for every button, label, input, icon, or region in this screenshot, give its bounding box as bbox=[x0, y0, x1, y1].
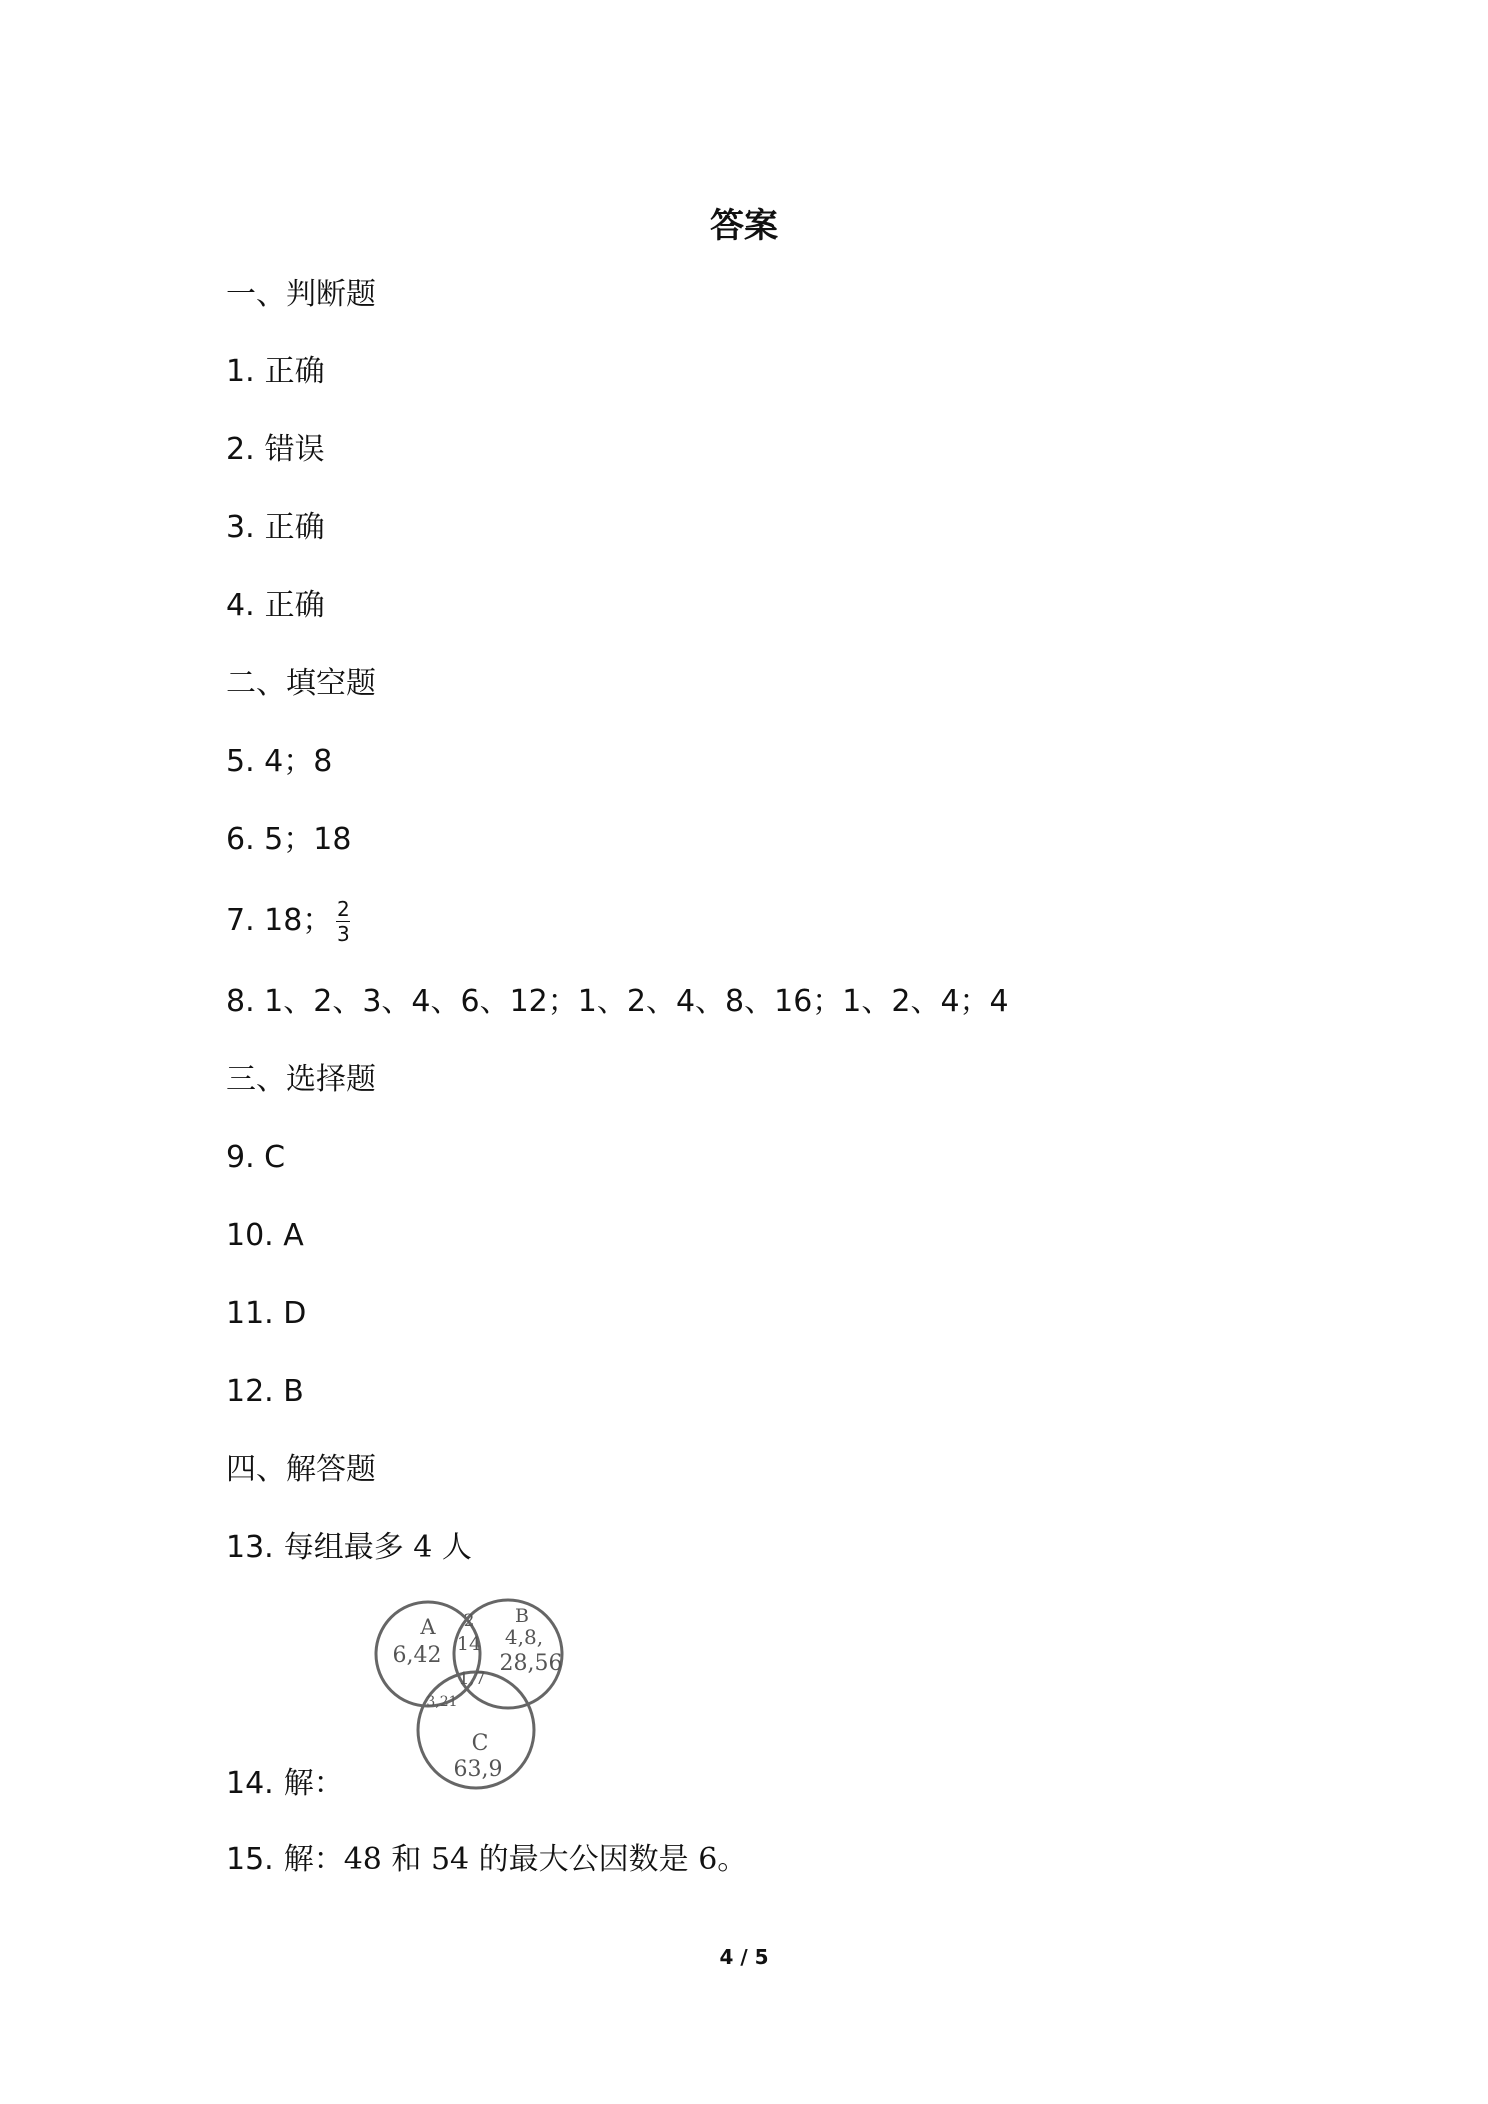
venn-values-c: 63,9 bbox=[453, 1757, 503, 1782]
section-heading-judgment: 一、判断题 bbox=[226, 277, 376, 312]
fraction-numerator: 2 bbox=[336, 897, 350, 921]
venn-values-a: 6,42 bbox=[392, 1643, 442, 1668]
page-title: 答案 bbox=[710, 206, 778, 246]
answer-15 bbox=[226, 1840, 747, 1880]
answer-text: 每组最多 4 人 bbox=[283, 1530, 472, 1565]
venn-values-abc: 1,7 bbox=[458, 1669, 486, 1689]
answer-text: 正确 bbox=[264, 510, 325, 545]
answer-text: 解：48 和 54 的最大公因数是 6。 bbox=[283, 1842, 748, 1877]
venn-label-a: A bbox=[420, 1615, 436, 1639]
answer-number: 1. bbox=[226, 354, 255, 389]
answer-7-prefix: 7. 18； bbox=[226, 903, 333, 938]
answer-number: 14. bbox=[226, 1766, 274, 1801]
venn-label-b: B bbox=[515, 1605, 529, 1627]
answer-text: 错误 bbox=[264, 432, 325, 467]
answer-text: 正确 bbox=[264, 588, 325, 623]
answer-6: 6. 5；18 bbox=[226, 822, 352, 857]
answer-number: 15. bbox=[226, 1842, 274, 1877]
answer-4 bbox=[226, 586, 325, 626]
section-heading-fill-blank: 二、填空题 bbox=[226, 666, 376, 701]
venn-values-b-line2: 28,56 bbox=[499, 1651, 563, 1676]
section-heading-solutions: 四、解答题 bbox=[226, 1452, 376, 1487]
answer-8: 8. 1、2、3、4、6、12；1、2、4、8、16；1、2、4；4 bbox=[226, 984, 1009, 1019]
answer-10: 10. A bbox=[226, 1218, 304, 1253]
answer-7 bbox=[226, 898, 350, 945]
venn-values-ab-1: 2 bbox=[463, 1611, 475, 1631]
answer-number: 2. bbox=[226, 432, 255, 467]
venn-values-ac: 3,21 bbox=[426, 1694, 458, 1710]
answer-1 bbox=[226, 352, 325, 392]
answer-11: 11. D bbox=[226, 1296, 307, 1331]
fraction bbox=[336, 898, 350, 945]
answer-14 bbox=[226, 1764, 344, 1804]
answer-12: 12. B bbox=[226, 1374, 304, 1409]
venn-label-c: C bbox=[471, 1731, 489, 1756]
answer-5: 5. 4；8 bbox=[226, 744, 333, 779]
answer-number: 3. bbox=[226, 510, 255, 545]
page-number: 4 / 5 bbox=[719, 1945, 769, 1969]
answer-number: 4. bbox=[226, 588, 255, 623]
answer-3 bbox=[226, 508, 325, 548]
venn-values-ab-2: 14 bbox=[456, 1633, 482, 1655]
section-heading-multiple-choice: 三、选择题 bbox=[226, 1062, 376, 1097]
venn-diagram bbox=[374, 1592, 574, 1798]
answer-number: 13. bbox=[226, 1530, 274, 1565]
fraction-denominator: 3 bbox=[336, 922, 350, 946]
venn-values-b-line1: 4,8, bbox=[504, 1625, 544, 1649]
answer-13 bbox=[226, 1528, 472, 1568]
answer-text: 正确 bbox=[264, 354, 325, 389]
answer-2 bbox=[226, 430, 325, 470]
answer-9: 9. C bbox=[226, 1140, 286, 1175]
answer-text: 解： bbox=[283, 1766, 344, 1801]
